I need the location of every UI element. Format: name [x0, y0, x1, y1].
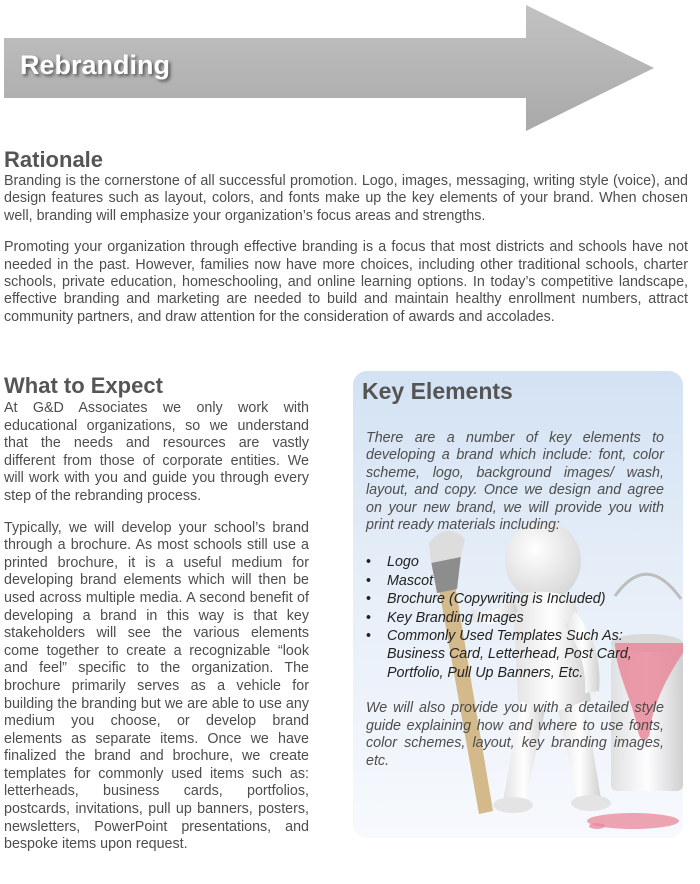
list-item: • Mascot	[366, 572, 664, 590]
banner-title: Rebranding	[20, 50, 171, 80]
what-to-expect-paragraph-2: Typically, we will develop your school’s brand through a brochure. As most schools still use a printed brochure, it is a useful medium for developing brand elements which will then be used across multiple media. A second benefit of developing a brand in this way is that key stakeholders will see the various elements come together to create a recognizable “look and feel” specific to the organization. The brochure primarily serves as a vehicle for building the branding but we are able to use any medium you choose, or develop brand elements as separate items. Once we have finalized the brand and brochure, we create templates for commonly used items such as: letterheads, business cards, portfolios, postcards, invitations, pull up banners, posters, newsletters, PowerPoint presentations, and bespoke items upon request.	[4, 519, 309, 853]
key-elements-text	[366, 430, 664, 770]
key-elements-list	[366, 553, 664, 682]
list-item: • Key Branding Images	[366, 609, 664, 627]
list-item: • Commonly Used Templates Such As: Business Card, Letterhead, Post Card, Portfolio, Pull Up Banners, Etc.	[366, 627, 664, 682]
rationale-heading: Rationale	[4, 147, 104, 172]
rationale-paragraph-2: Promoting your organization through effective branding is a focus that most districts and schools have not needed in the past. However, families now have more choices, including other traditional schools, charter schools, private education, homeschooling, and online learning options. In today’s competitive landscape, effective branding and marketing are needed to build and maintain healthy enrollment numbers, attract community partners, and draw attention for the consideration of awards and accolades.	[4, 239, 688, 325]
what-to-expect-section	[4, 373, 309, 854]
rationale-paragraph-1: Branding is the cornerstone of all successful promotion. Logo, images, messaging, writing style (voice), and design features such as layout, colors, and fonts make up the key elements of your brand. When chosen well, branding will emphasize your organization’s focus areas and strengths.	[4, 173, 688, 224]
list-item: • Brochure (Copywriting is Included)	[366, 590, 664, 608]
key-elements-heading: Key Elements	[362, 378, 513, 404]
key-elements-panel	[353, 371, 683, 838]
rationale-section	[4, 147, 688, 326]
what-to-expect-paragraph-1: At G&D Associates we only work with educational organizations, so we understand that the needs and resources are vastly different from those of corporate entities. We will work with you and guide you through every step of the rebranding process.	[4, 400, 309, 504]
key-elements-outro: We will also provide you with a detailed style guide explaining how and where to use fonts, color schemes, layout, key branding images, etc.	[366, 700, 664, 769]
list-item: • Logo	[366, 553, 664, 571]
key-elements-intro: There are a number of key elements to developing a brand which include: font, color scheme, logo, background images/ wash, layout, and copy. Once we design and agree on your new brand, we will provide you with print ready materials including:	[366, 430, 664, 534]
what-to-expect-heading: What to Expect	[4, 373, 163, 398]
banner	[0, 0, 700, 140]
